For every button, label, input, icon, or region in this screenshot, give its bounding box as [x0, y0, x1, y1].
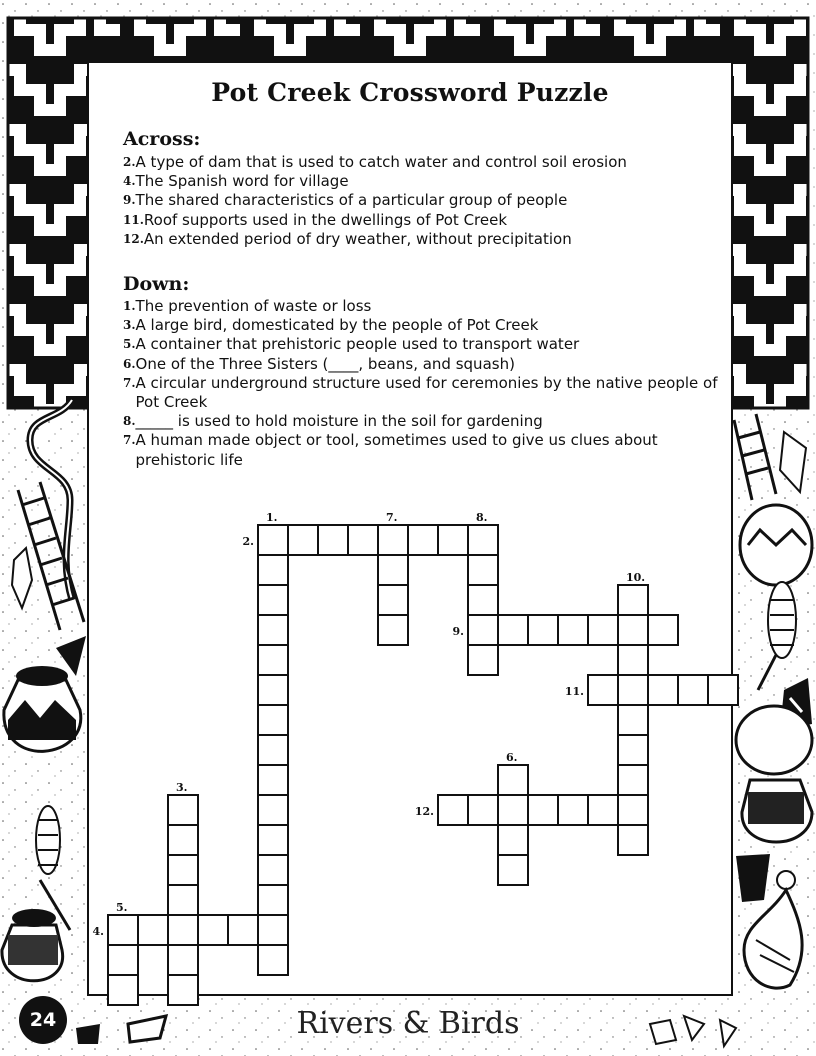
grid-cell[interactable] [258, 795, 288, 825]
grid-cell[interactable] [258, 675, 288, 705]
grid-cell[interactable] [168, 885, 198, 915]
clue-number-label: 8. [476, 511, 488, 524]
grid-cell[interactable] [678, 675, 708, 705]
grid-cell[interactable] [258, 765, 288, 795]
grid-cell[interactable] [468, 615, 498, 645]
grid-cell[interactable] [378, 555, 408, 585]
grid-cell[interactable] [168, 975, 198, 1005]
grid-cell[interactable] [558, 795, 588, 825]
clue-number-label: 11. [564, 685, 584, 698]
grid-cell[interactable] [468, 645, 498, 675]
clue-number-label: 3. [176, 781, 188, 794]
grid-cell[interactable] [498, 855, 528, 885]
across-clue: 12. An extended period of dry weather, without precipitation [123, 229, 572, 248]
down-clue: 8. _____ is used to hold moisture in the soil for gardening [123, 412, 543, 431]
grid-cell[interactable] [378, 585, 408, 615]
grid-cell[interactable] [318, 525, 348, 555]
grid-cell[interactable] [618, 705, 648, 735]
clue-number-label: 1. [266, 511, 278, 524]
grid-cell[interactable] [168, 945, 198, 975]
grid-cell[interactable] [618, 585, 648, 615]
down-clue: 7. A circular underground structure used for ceremonies by the native people of Pot Creek [123, 373, 718, 412]
down-clue: 1. The prevention of waste or loss [123, 297, 372, 315]
grid-cell[interactable] [258, 945, 288, 975]
grid-cell[interactable] [258, 645, 288, 675]
grid-cell[interactable] [168, 855, 198, 885]
grid-cell[interactable] [588, 615, 618, 645]
grid-cell[interactable] [168, 825, 198, 855]
grid-cell[interactable] [498, 615, 528, 645]
grid-cell[interactable] [198, 915, 228, 945]
down-heading: Down: [123, 273, 190, 295]
grid-cell[interactable] [258, 825, 288, 855]
grid-cell[interactable] [258, 585, 288, 615]
grid-cell[interactable] [558, 615, 588, 645]
clue-number-label: 7. [386, 511, 398, 524]
across-clue: 4. The Spanish word for village [123, 172, 349, 191]
grid-cell[interactable] [618, 735, 648, 765]
grid-cell[interactable] [708, 675, 738, 705]
across-clue: 2. A type of dam that is used to catch water and control soil erosion [123, 153, 627, 171]
down-clue: 5. A container that prehistoric people used to transport water [123, 335, 580, 354]
grid-cell[interactable] [258, 855, 288, 885]
grid-cell[interactable] [258, 555, 288, 585]
grid-cell[interactable] [588, 795, 618, 825]
grid-cell[interactable] [288, 525, 318, 555]
grid-cell[interactable] [648, 675, 678, 705]
grid-cell[interactable] [648, 615, 678, 645]
down-clue: 6. One of the Three Sisters (____, beans, and squash) [123, 354, 515, 373]
grid-cell[interactable] [618, 615, 648, 645]
across-clue: 11. Roof supports used in the dwellings of Pot Creek [123, 210, 508, 229]
grid-cell[interactable] [468, 795, 498, 825]
clue-number-label: 6. [506, 751, 518, 764]
grid-cell[interactable] [138, 915, 168, 945]
grid-cell[interactable] [378, 525, 408, 555]
clue-number-label: 5. [116, 901, 128, 914]
down-clue: 7. A human made object or tool, sometimes used to give us clues about prehistoric life [123, 431, 658, 469]
grid-cell[interactable] [618, 645, 648, 675]
grid-cell[interactable] [498, 765, 528, 795]
grid-cell[interactable] [168, 915, 198, 945]
grid-cell[interactable] [168, 795, 198, 825]
grid-cell[interactable] [468, 555, 498, 585]
grid-cell[interactable] [258, 615, 288, 645]
grid-cell[interactable] [618, 795, 648, 825]
grid-cell[interactable] [108, 915, 138, 945]
grid-cell[interactable] [108, 945, 138, 975]
grid-cell[interactable] [468, 525, 498, 555]
grid-cell[interactable] [258, 705, 288, 735]
grid-cell[interactable] [258, 915, 288, 945]
grid-cell[interactable] [498, 825, 528, 855]
grid-cell[interactable] [528, 795, 558, 825]
clue-number-label: 12. [414, 805, 434, 818]
clue-number-label: 2. [242, 535, 254, 548]
clue-number-label: 9. [452, 625, 464, 638]
grid-cell[interactable] [438, 525, 468, 555]
grid-cell[interactable] [468, 585, 498, 615]
page-title: Pot Creek Crossword Puzzle [211, 78, 609, 107]
grid-cell[interactable] [378, 615, 408, 645]
grid-cell[interactable] [618, 765, 648, 795]
grid-cell[interactable] [258, 525, 288, 555]
down-clue: 3. A large bird, domesticated by the people of Pot Creek [123, 316, 539, 335]
grid-cell[interactable] [528, 615, 558, 645]
clue-number-label: 4. [92, 925, 104, 938]
across-heading: Across: [123, 128, 201, 150]
grid-cell[interactable] [588, 675, 618, 705]
footer-brand: Rivers & Birds [296, 1006, 520, 1041]
grid-cell[interactable] [618, 825, 648, 855]
grid-cell[interactable] [228, 915, 258, 945]
grid-cell[interactable] [348, 525, 378, 555]
grid-cell[interactable] [618, 675, 648, 705]
across-clue: 9. The shared characteristics of a particular group of people [123, 191, 568, 210]
grid-cell[interactable] [258, 735, 288, 765]
page-number: 24 [19, 996, 67, 1044]
grid-cell[interactable] [498, 795, 528, 825]
grid-cell[interactable] [408, 525, 438, 555]
grid-cell[interactable] [108, 975, 138, 1005]
clue-number-label: 10. [626, 571, 646, 584]
grid-cell[interactable] [438, 795, 468, 825]
grid-cell[interactable] [258, 885, 288, 915]
